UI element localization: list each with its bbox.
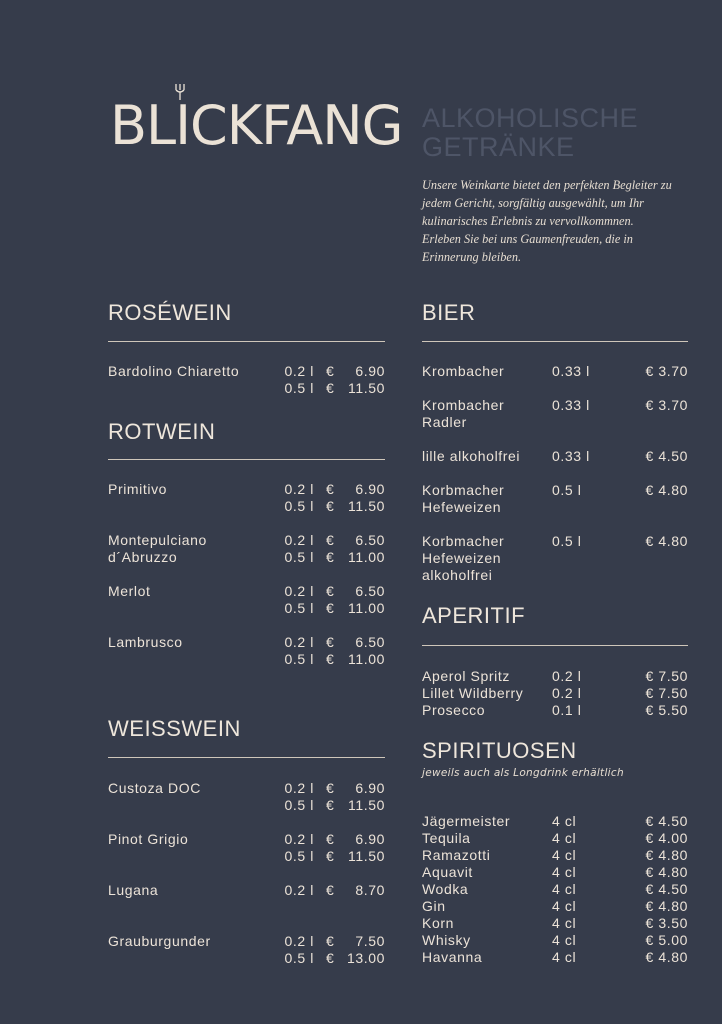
item-price: € 3.70 [645, 397, 688, 413]
item-price: € 4.80 [645, 533, 688, 549]
item-volume: 0.1 l [552, 702, 582, 718]
item-price: 6.90 [355, 780, 385, 796]
item-name-line: Krombacher [422, 397, 505, 413]
item-name [422, 864, 473, 881]
item-volume: 0.5 l [284, 950, 314, 966]
item-name [108, 933, 211, 950]
item-name-line: Gin [422, 898, 446, 914]
section-subtitle: jeweils auch als Longdrink erhältlich [422, 767, 624, 779]
item-volume: 0.2 l [284, 634, 314, 650]
currency-symbol: € [326, 363, 335, 379]
currency-symbol: € [326, 634, 335, 650]
item-volume: 0.5 l [284, 848, 314, 864]
item-price: € 4.80 [645, 847, 688, 863]
item-price: € 5.50 [645, 702, 688, 718]
item-name-line: lille alkoholfrei [422, 448, 521, 464]
item-name-line: Hefeweizen [422, 499, 502, 515]
item-name [108, 780, 201, 797]
item-volume: 4 cl [552, 813, 577, 829]
item-price: 6.50 [355, 583, 385, 599]
item-price: € 5.00 [645, 932, 688, 948]
item-price: € 4.80 [645, 482, 688, 498]
item-name [422, 881, 468, 898]
item-volume: 4 cl [552, 881, 577, 897]
item-name-line: Aquavit [422, 864, 473, 880]
item-name-line: Bardolino Chiaretto [108, 363, 240, 379]
divider [422, 341, 688, 342]
item-price: 11.50 [348, 498, 385, 514]
item-name-line: Custoza DOC [108, 780, 201, 796]
item-name [422, 363, 504, 380]
intro-text: Unsere Weinkarte bietet den perfekten Begleiter zu jedem Gericht, sorgfältig ausgewählt, um Ihr kulinarisches Erlebnis zu vervollkommnen. Erleben Sie bei uns Gaumenfreuden, die in Erinnerung bleiben. [422, 178, 672, 264]
item-price: 11.50 [348, 848, 385, 864]
item-volume: 0.5 l [284, 380, 314, 396]
item-name [108, 363, 239, 380]
item-price: € 4.80 [645, 949, 688, 965]
currency-symbol: € [326, 549, 335, 565]
item-volume: 0.5 l [284, 498, 314, 514]
item-name [422, 830, 471, 847]
currency-symbol: € [326, 498, 335, 514]
item-price: € 4.50 [645, 448, 688, 464]
item-price: 6.90 [355, 831, 385, 847]
item-name-line: Lillet Wildberry [422, 685, 524, 701]
currency-symbol: € [326, 583, 335, 599]
item-name-line: Merlot [108, 583, 151, 599]
item-name [108, 831, 188, 848]
item-name [422, 668, 510, 685]
item-name-line: Wodka [422, 881, 469, 897]
item-name [108, 532, 207, 566]
item-price: € 3.50 [645, 915, 688, 931]
item-price: € 4.50 [645, 813, 688, 829]
item-volume: 4 cl [552, 830, 577, 846]
currency-symbol: € [326, 797, 335, 813]
item-price: 6.90 [355, 481, 385, 497]
item-name-line: Korbmacher [422, 533, 505, 549]
item-price: 11.50 [348, 797, 385, 813]
item-volume: 4 cl [552, 847, 577, 863]
item-volume: 0.5 l [284, 600, 314, 616]
item-price: € 4.50 [645, 881, 688, 897]
item-price: 6.50 [355, 634, 385, 650]
item-volume: 0.33 l [552, 397, 590, 413]
item-volume: 0.2 l [284, 831, 314, 847]
item-name [422, 847, 490, 864]
divider [108, 459, 385, 460]
item-name-line: d´Abruzzo [108, 549, 178, 565]
item-price: € 4.80 [645, 898, 688, 914]
item-volume: 0.33 l [552, 363, 590, 379]
item-name-line: Lambrusco [108, 634, 183, 650]
item-volume: 0.2 l [284, 780, 314, 796]
item-name [422, 448, 520, 465]
item-price: € 7.50 [645, 668, 688, 684]
item-name-line: Hefeweizen [422, 550, 502, 566]
item-volume: 4 cl [552, 932, 577, 948]
logo [110, 96, 402, 156]
divider [108, 757, 385, 758]
item-volume: 0.2 l [552, 685, 582, 701]
item-price: 13.00 [346, 950, 385, 966]
item-volume: 0.5 l [552, 482, 582, 498]
item-name [422, 702, 485, 719]
currency-symbol: € [326, 950, 335, 966]
page-title-line: ALKOHOLISCHE [422, 103, 639, 133]
item-volume: 4 cl [552, 915, 577, 931]
item-volume: 4 cl [552, 898, 577, 914]
item-volume: 0.5 l [284, 549, 314, 565]
item-volume: 0.2 l [284, 532, 314, 548]
divider [108, 341, 385, 342]
item-price: € 3.70 [645, 363, 688, 379]
item-price: 11.50 [348, 380, 385, 396]
item-name-line: Krombacher [422, 363, 505, 379]
item-name [422, 813, 510, 830]
item-name-line: Prosecco [422, 702, 486, 718]
item-volume: 0.5 l [552, 533, 582, 549]
item-name-line: Pinot Grigio [108, 831, 189, 847]
item-name [422, 932, 471, 949]
item-volume: 0.2 l [284, 583, 314, 599]
item-volume: 4 cl [552, 864, 577, 880]
item-price: € 7.50 [645, 685, 688, 701]
currency-symbol: € [326, 831, 335, 847]
item-name [422, 685, 523, 702]
item-price: € 4.00 [645, 830, 688, 846]
item-price: 7.50 [355, 933, 385, 949]
currency-symbol: € [326, 882, 335, 898]
item-name-line: alkoholfrei [422, 567, 493, 583]
item-volume: 0.2 l [284, 882, 314, 898]
page-title-line: GETRÄNKE [422, 132, 575, 162]
item-name-line: Ramazotti [422, 847, 491, 863]
item-volume: 0.2 l [284, 933, 314, 949]
item-price: 11.00 [348, 600, 385, 616]
logo-text: BLICKFANG [110, 94, 403, 157]
item-price: 8.70 [355, 882, 385, 898]
item-name-line: Primitivo [108, 481, 168, 497]
item-name [108, 882, 158, 899]
item-name-line: Aperol Spritz [422, 668, 510, 684]
item-volume: 0.5 l [284, 651, 314, 667]
item-name-line: Montepulciano [108, 532, 207, 548]
item-volume: 0.2 l [552, 668, 582, 684]
item-name [108, 481, 167, 498]
item-name [422, 915, 454, 932]
item-name [422, 533, 504, 584]
item-volume: 4 cl [552, 949, 577, 965]
item-volume: 0.2 l [284, 481, 314, 497]
currency-symbol: € [326, 848, 335, 864]
item-volume: 0.2 l [284, 363, 314, 379]
section-title-weisswein: WEISSWEIN [108, 716, 241, 741]
item-name [422, 898, 446, 915]
item-name-line: Havanna [422, 949, 483, 965]
currency-symbol: € [326, 380, 335, 396]
page-title [422, 104, 692, 162]
item-price: 11.00 [348, 549, 385, 565]
currency-symbol: € [326, 600, 335, 616]
currency-symbol: € [326, 532, 335, 548]
item-name [422, 949, 482, 966]
item-volume: 0.33 l [552, 448, 590, 464]
item-name-line: Tequila [422, 830, 471, 846]
item-price: 11.00 [348, 651, 385, 667]
item-name [108, 634, 183, 651]
divider [422, 645, 688, 646]
item-name-line: Radler [422, 414, 467, 430]
item-name [422, 482, 504, 516]
section-title-spirituosen: SPIRITUOSEN [422, 738, 577, 763]
item-name-line: Whisky [422, 932, 471, 948]
currency-symbol: € [326, 933, 335, 949]
section-title-rotwein: ROTWEIN [108, 419, 216, 444]
item-name-line: Korn [422, 915, 454, 931]
fork-icon [175, 84, 185, 100]
item-price: 6.50 [355, 532, 385, 548]
currency-symbol: € [326, 651, 335, 667]
item-name-line: Grauburgunder [108, 933, 211, 949]
section-title-rosewein: ROSÉWEIN [108, 300, 232, 325]
item-name [108, 583, 151, 600]
item-name-line: Jägermeister [422, 813, 511, 829]
currency-symbol: € [326, 780, 335, 796]
item-price: € 4.80 [645, 864, 688, 880]
item-name [422, 397, 504, 431]
item-name-line: Lugana [108, 882, 159, 898]
currency-symbol: € [326, 481, 335, 497]
section-title-bier: BIER [422, 300, 476, 325]
item-price: 6.90 [355, 363, 385, 379]
section-title-aperitif: APERITIF [422, 603, 526, 628]
item-name-line: Korbmacher [422, 482, 505, 498]
item-volume: 0.5 l [284, 797, 314, 813]
